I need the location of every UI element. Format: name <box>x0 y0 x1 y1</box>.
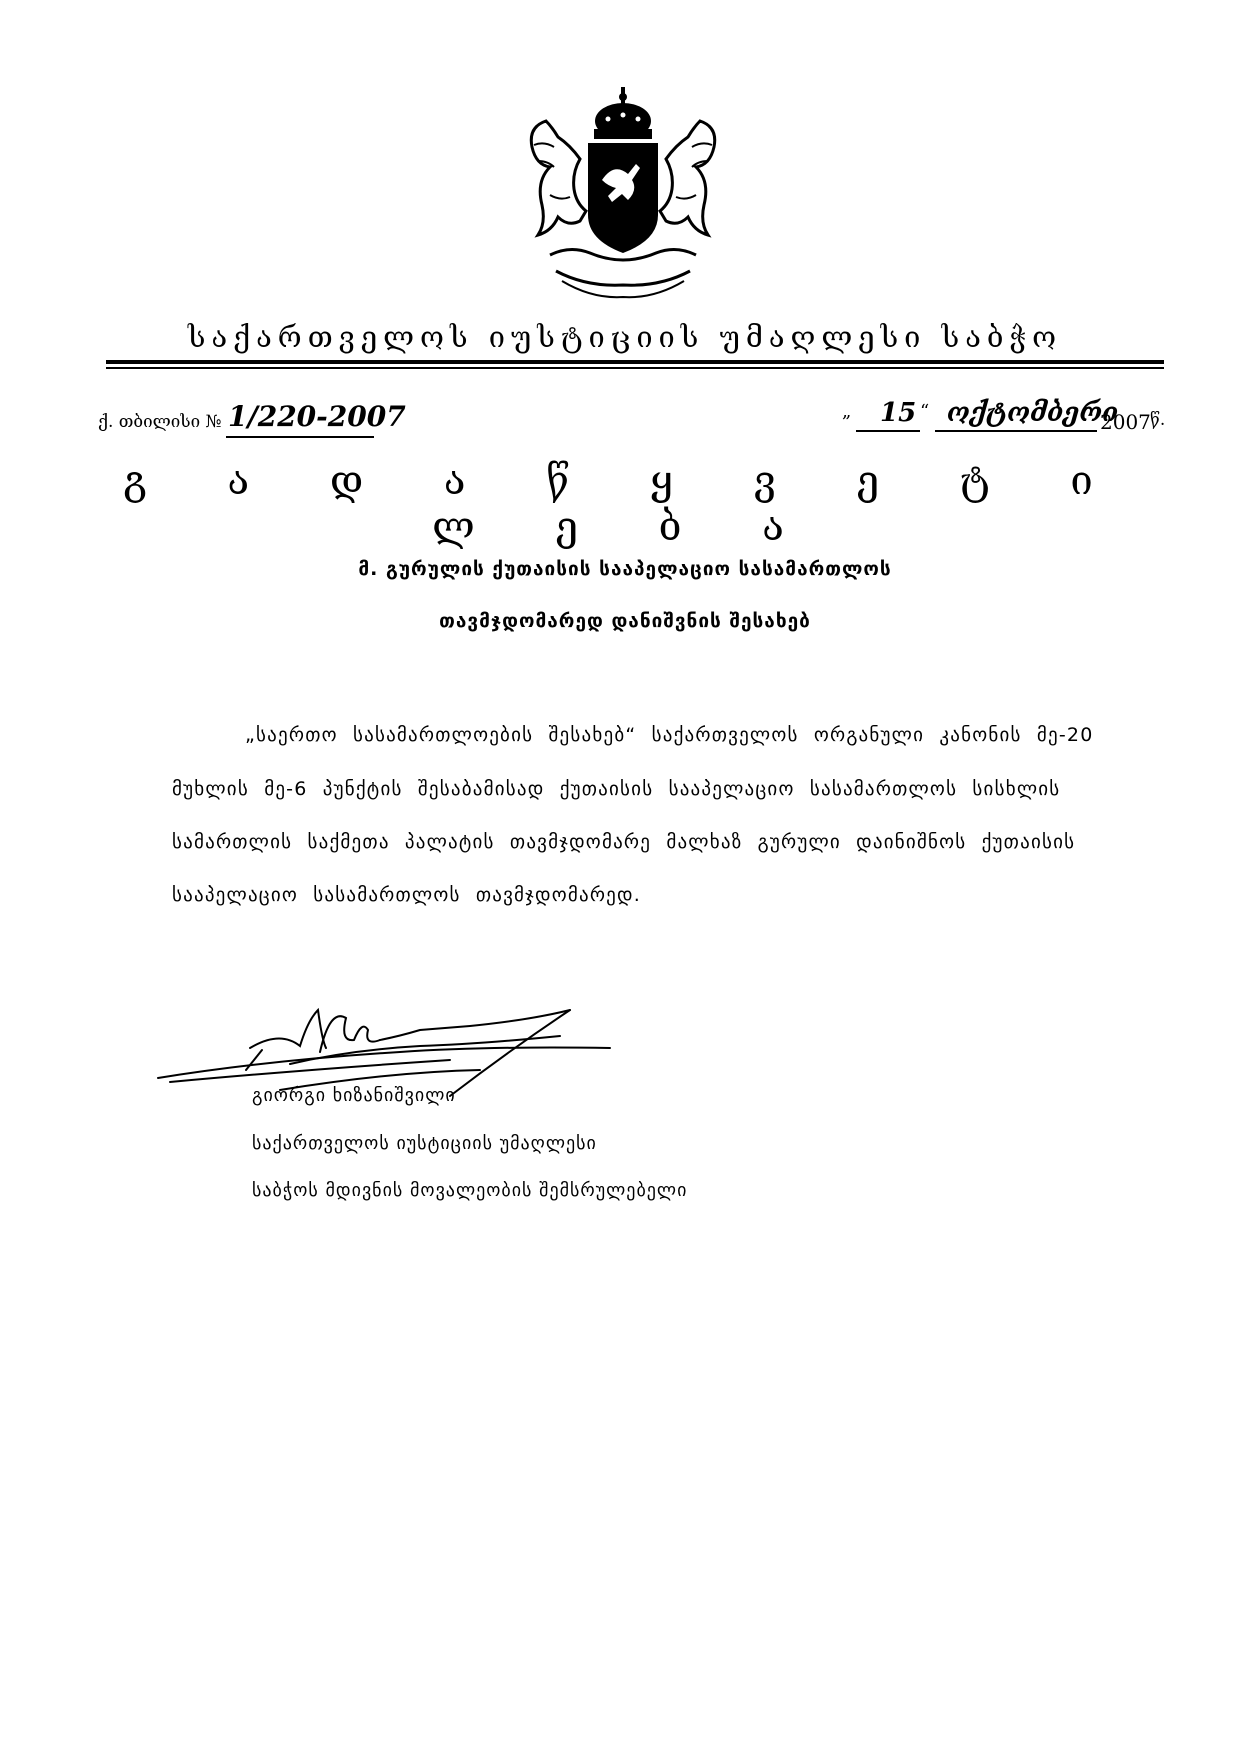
document-type-heading: გ ა დ ა წ ყ ვ ე ტ ი ლ ე ბ ა <box>123 458 1127 550</box>
date-day: 15 <box>880 398 917 428</box>
header-rule-thick <box>106 360 1164 364</box>
date-month: ოქტომბერი <box>947 398 1119 428</box>
institution-heading: საქართველოს იუსტიციის უმაღლესი საბჭო <box>187 320 1063 354</box>
document-number: 1/220-2007 <box>228 400 406 433</box>
subject-line-1: მ. გურულის ქუთაისის სააპელაციო სასამართლოს <box>358 558 892 580</box>
georgia-coat-of-arms-icon <box>510 85 736 303</box>
place-prefix: ქ. თბილისი № <box>98 412 222 432</box>
signer-name: გიორგი ხიზანიშვილი <box>252 1085 456 1106</box>
header-rule-thin <box>106 367 1164 369</box>
signer-title-line-2: საბჭოს მდივნის მოვალეობის შემსრულებელი <box>252 1180 688 1201</box>
body-line-3: სამართლის საქმეთა პალატის თავმჯდომარე მალხაზ გურული დაინიშნოს ქუთაისის <box>172 831 1076 853</box>
date-month-underline <box>935 430 1097 432</box>
signer-title-line-1: საქართველოს იუსტიციის უმაღლესი <box>252 1133 597 1154</box>
subject-line-2: თავმჯდომარედ დანიშვნის შესახებ <box>439 610 811 632</box>
date-close-quote: “ <box>920 401 930 422</box>
body-line-1: „საერთო სასამართლოების შესახებ“ საქართველოს ორგანული კანონის მე-20 <box>245 724 1094 746</box>
date-open-quote: „ <box>842 401 852 422</box>
date-year: 2007 <box>1100 410 1151 434</box>
date-suffix: წ. <box>1150 410 1166 430</box>
document-number-underline <box>226 436 374 438</box>
date-day-underline <box>856 430 920 432</box>
body-line-2: მუხლის მე-6 პუნქტის შესაბამისად ქუთაისის სააპელაციო სასამართლოს სისხლის <box>172 778 1061 800</box>
body-line-4: სააპელაციო სასამართლოს თავმჯდომარედ. <box>172 884 642 906</box>
